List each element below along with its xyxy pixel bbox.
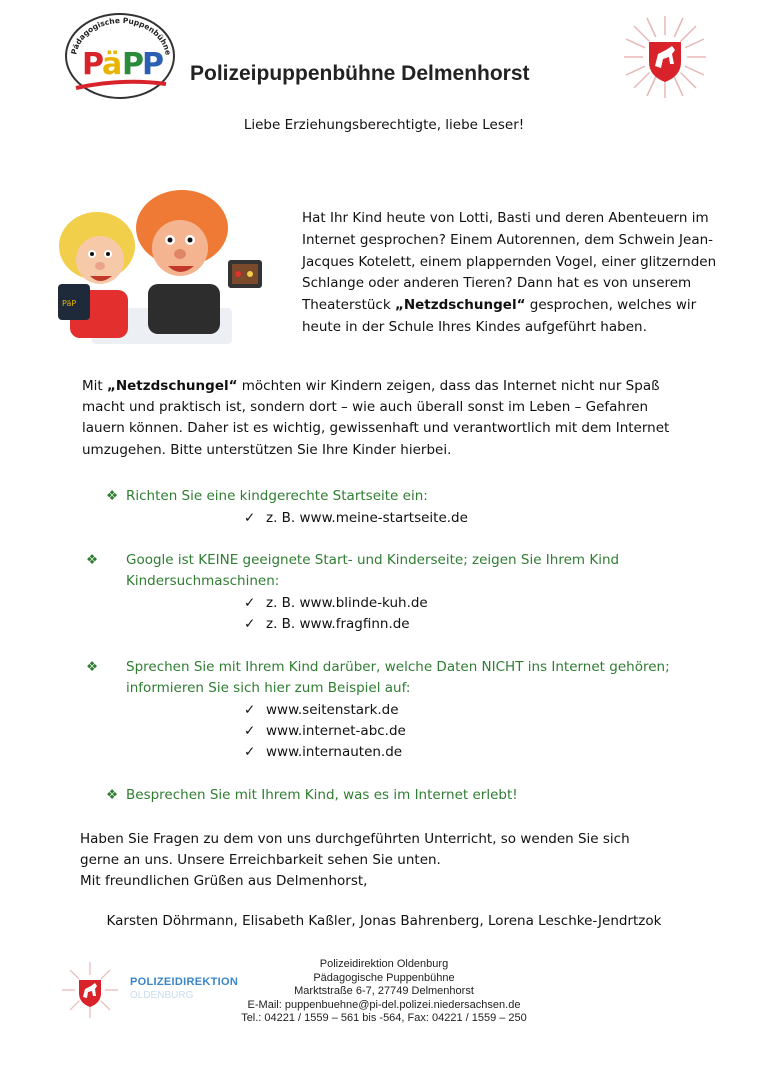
diamond-bullet-icon: ❖ <box>106 787 119 803</box>
link-item: ✓ www.seitenstark.de <box>244 700 399 721</box>
email-link[interactable]: E-Mail: puppenbuehne@pi-del.polizei.niedersachsen.de <box>247 998 521 1011</box>
address-line: Pädagogische Puppenbühne <box>313 971 455 984</box>
closing-line: Mit freundlichen Grüßen aus Delmenhorst, <box>80 873 368 889</box>
link-item: ✓ www.internauten.de <box>244 742 402 763</box>
link-item: ✓ z. B. www.blinde-kuh.de <box>244 593 428 614</box>
svg-text:P: P <box>122 47 144 82</box>
svg-text:ä: ä <box>102 47 123 82</box>
checkmark-icon: ✓ <box>244 702 256 718</box>
checkmark-icon: ✓ <box>244 510 256 526</box>
intro-paragraph: Hat Ihr Kind heute von Lotti, Basti und deren Abenteuern im Internet gesprochen? Einem Autorennen, dem Schwein Jean-Jacques Kotelett, einem plappernden Vogel, einer glitzernden Schlange oder anderen Tieren? Dann hat es von unserem Theaterstück „Netzdschungel“ gesprochen, welches wir heute in der Schule Ihres Kindes aufgeführt haben. <box>302 210 717 335</box>
link-item: ✓ www.internet-abc.de <box>244 721 406 742</box>
signatures: Karsten Döhrmann, Elisabeth Kaßler, Jonas Bahrenberg, Lorena Leschke-Jendrtzok <box>106 913 662 929</box>
tip-item: ❖ Sprechen Sie mit Ihrem Kind darüber, welche Daten NICHT ins Internet gehören; informieren Sie sich hier zum Beispiel auf: <box>86 659 670 697</box>
footer-brand-sub: OLDENBURG <box>130 990 194 1001</box>
svg-text:P: P <box>142 47 164 82</box>
main-paragraph: Mit „Netzdschungel“ möchten wir Kindern zeigen, dass das Internet nicht nur Spaß macht und praktisch ist, sondern dort – wie auch überall sonst im Leben – Gefahren lauern können. Daher ist es wichtig, gewissenhaft und verantwortlich mit dem Internet umzugehen. Bitte unterstützen Sie Ihre Kinder hierbei. <box>82 378 670 458</box>
closing-line: gerne an uns. Unsere Erreichbarkeit sehen Sie unten. <box>80 852 441 868</box>
diamond-bullet-icon: ❖ <box>106 488 119 504</box>
greeting: Liebe Erziehungsberechtigte, liebe Leser! <box>243 117 525 133</box>
footer-brand: POLIZEIDIREKTION <box>130 976 239 988</box>
diamond-bullet-icon: ❖ <box>86 552 99 568</box>
checkmark-icon: ✓ <box>244 723 256 739</box>
address-line: Marktstraße 6-7, 27749 Delmenhorst <box>294 985 474 997</box>
play-title: „Netzdschungel“ <box>394 297 526 314</box>
logo-ring-text: Pädagogische Puppenbühne <box>69 15 173 56</box>
police-star-icon <box>622 14 708 100</box>
checkmark-icon: ✓ <box>244 744 256 760</box>
tip-item: ❖ Besprechen Sie mit Ihrem Kind, was es im Internet erlebt! <box>106 785 666 806</box>
tip-item: ❖ Google ist KEINE geeignete Start- und Kinderseite; zeigen Sie Ihrem Kind Kindersuchmaschinen: <box>86 552 620 590</box>
closing-paragraph <box>80 829 700 892</box>
link-item: ✓ z. B. www.fragfinn.de <box>244 614 410 635</box>
phone-line: Tel.: 04221 / 1559 – 561 bis -564, Fax: 04221 / 1559 – 250 <box>241 1012 527 1024</box>
svg-text:PäP: PäP <box>62 299 77 308</box>
checkmark-icon: ✓ <box>244 616 256 632</box>
checkmark-icon: ✓ <box>244 595 256 611</box>
play-title: „Netzdschungel“ <box>106 378 238 394</box>
tip-item: ❖ Richten Sie eine kindgerechte Startseite ein: <box>106 486 666 507</box>
paepp-logo <box>62 8 180 104</box>
svg-text:P: P <box>82 47 104 82</box>
diamond-bullet-icon: ❖ <box>86 659 99 675</box>
page-title: Polizeipuppenbühne Delmenhorst <box>190 62 530 85</box>
address-line: Polizeidirektion Oldenburg <box>319 958 449 970</box>
link-item: ✓ z. B. www.meine-startseite.de <box>244 508 468 529</box>
closing-line: Haben Sie Fragen zu dem von uns durchgeführten Unterricht, so wenden Sie sich <box>80 831 630 847</box>
puppets-image <box>52 188 272 350</box>
footer-address <box>0 958 768 1026</box>
